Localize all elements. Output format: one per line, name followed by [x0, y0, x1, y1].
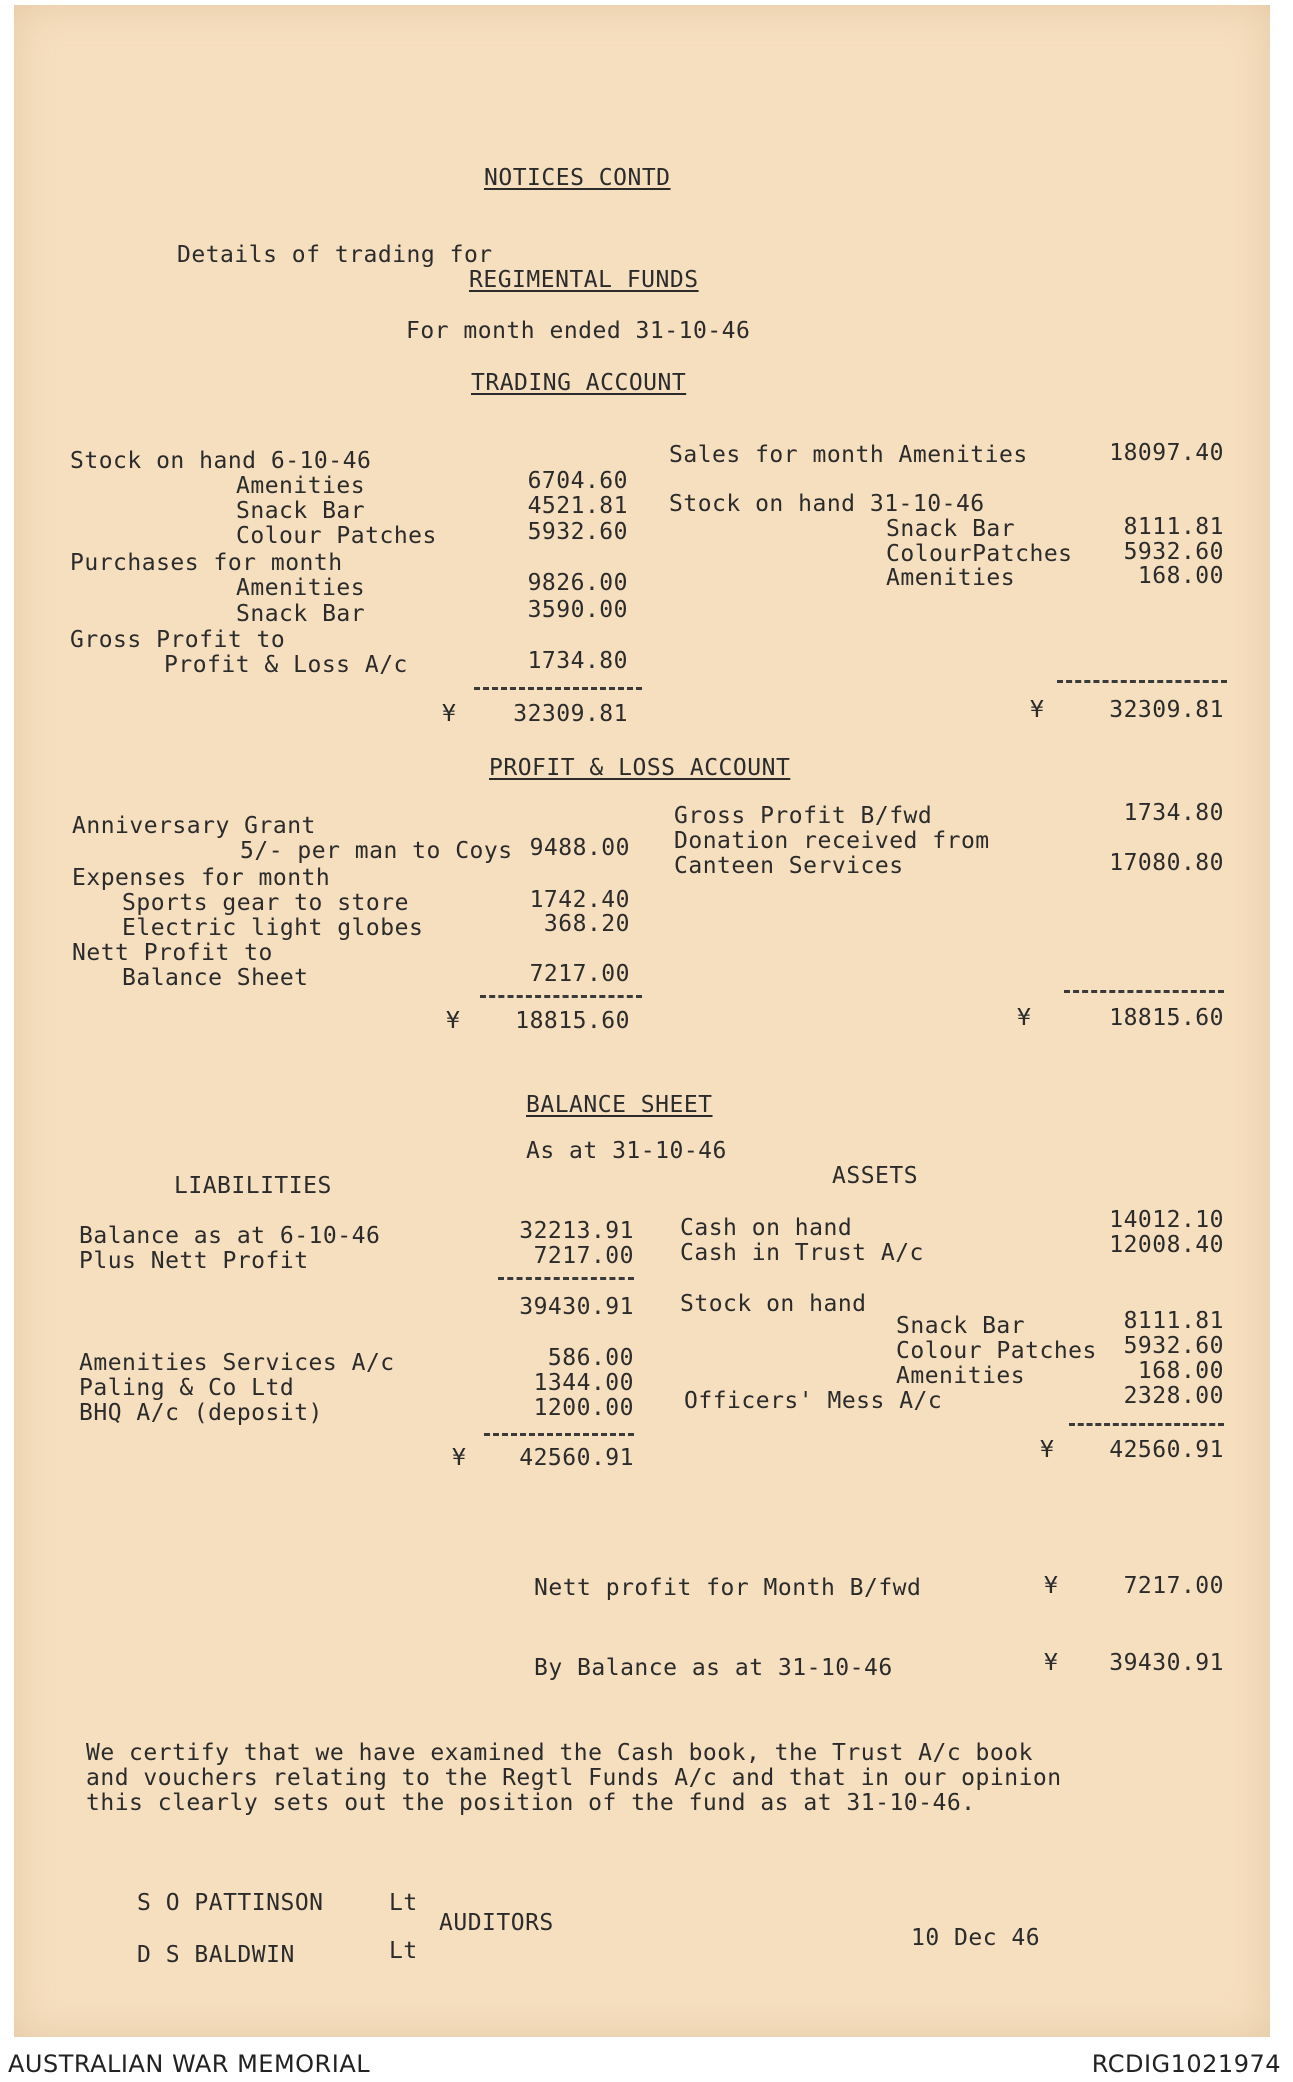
assets-total: 42560.91: [1109, 1437, 1224, 1463]
trading-left-total: 32309.81: [513, 701, 628, 727]
divider: [1057, 680, 1227, 683]
liability-value: 586.00: [547, 1345, 634, 1371]
liability-value: 1344.00: [533, 1370, 634, 1396]
asset-value: 8111.81: [1123, 1308, 1224, 1334]
auditor-name: S O PATTINSON: [137, 1890, 324, 1916]
liability-label: Paling & Co Ltd: [79, 1375, 295, 1401]
liabilities-total: 42560.91: [519, 1445, 634, 1471]
currency-symbol: ¥: [1044, 1650, 1059, 1676]
liability-label: Balance as at 6-10-46: [79, 1223, 381, 1249]
pl-gross-value: 1734.80: [1123, 800, 1224, 826]
signature-date: 10 Dec 46: [911, 1925, 1041, 1951]
trading-closing-stock-item: Amenities: [886, 565, 1016, 591]
notices-heading: NOTICES CONTD: [484, 165, 671, 191]
asset-value: 168.00: [1137, 1358, 1224, 1384]
divider: [498, 1277, 634, 1280]
asset-value: 5932.60: [1123, 1333, 1224, 1359]
trading-sales-value: 18097.40: [1109, 440, 1224, 466]
trading-closing-stock-value: 8111.81: [1123, 514, 1224, 540]
trading-closing-stock-item: ColourPatches: [886, 541, 1073, 567]
auditors-label: AUDITORS: [439, 1910, 554, 1936]
pl-donation-label: Canteen Services: [674, 853, 904, 879]
auditor-rank: Lt: [389, 1938, 418, 1964]
trading-stock-item: Colour Patches: [236, 523, 437, 549]
pl-right-total: 18815.60: [1109, 1005, 1224, 1031]
trading-stock-label: Stock on hand 6-10-46: [70, 448, 372, 474]
document-page: [14, 5, 1270, 2037]
pl-nett-label: Nett Profit to: [72, 940, 273, 966]
divider: [474, 687, 642, 690]
asset-label: Amenities: [896, 1363, 1026, 1389]
pl-nett-label: Balance Sheet: [122, 965, 309, 991]
trading-purchases-label: Purchases for month: [70, 550, 343, 576]
pl-expense-item: Sports gear to store: [122, 890, 409, 916]
trading-purchase-item: Amenities: [236, 575, 366, 601]
summary-balance-value: 39430.91: [1109, 1650, 1224, 1676]
pl-grant-sub: 5/- per man to Coys: [240, 838, 513, 864]
trading-closing-stock-label: Stock on hand 31-10-46: [669, 491, 985, 517]
asset-stock-label: Stock on hand: [680, 1291, 867, 1317]
currency-symbol: ¥: [1017, 1005, 1032, 1031]
month-line: For month ended 31-10-46: [406, 318, 751, 344]
trading-purchase-value: 9826.00: [527, 570, 628, 596]
auditor-rank: Lt: [389, 1890, 418, 1916]
trading-gross-label: Gross Profit to: [70, 627, 286, 653]
liability-subtotal: 39430.91: [519, 1294, 634, 1320]
pl-donation-label: Donation received from: [674, 828, 990, 854]
asset-label: Snack Bar: [896, 1313, 1026, 1339]
asset-value: 14012.10: [1109, 1207, 1224, 1233]
fund-name: REGIMENTAL FUNDS: [469, 267, 699, 293]
assets-heading: ASSETS: [832, 1163, 919, 1189]
auditor-name: D S BALDWIN: [137, 1942, 295, 1968]
pl-expenses-label: Expenses for month: [72, 865, 331, 891]
trading-sales-label: Sales for month Amenities: [669, 442, 1028, 468]
liability-value: 7217.00: [533, 1243, 634, 1269]
trading-closing-stock-value: 168.00: [1137, 563, 1224, 589]
currency-symbol: ¥: [1040, 1437, 1055, 1463]
pl-expense-value: 1742.40: [529, 887, 630, 913]
asset-label: Officers' Mess A/c: [684, 1388, 943, 1414]
details-line: Details of trading for: [177, 242, 493, 268]
trading-gross-value: 1734.80: [527, 648, 628, 674]
divider: [480, 995, 642, 998]
trading-stock-item: Amenities: [236, 473, 366, 499]
summary-nett-value: 7217.00: [1123, 1573, 1224, 1599]
summary-nett-label: Nett profit for Month B/fwd: [534, 1575, 922, 1601]
trading-account-title: TRADING ACCOUNT: [471, 370, 687, 396]
pl-left-total: 18815.60: [515, 1008, 630, 1034]
trading-gross-label: Profit & Loss A/c: [164, 652, 408, 678]
currency-symbol: ¥: [442, 701, 457, 727]
trading-purchase-value: 3590.00: [527, 597, 628, 623]
divider: [1069, 1423, 1224, 1426]
asset-label: Cash in Trust A/c: [680, 1240, 924, 1266]
pl-donation-value: 17080.80: [1109, 850, 1224, 876]
footer-institution: AUSTRALIAN WAR MEMORIAL: [8, 2050, 371, 2078]
asset-label: Colour Patches: [896, 1338, 1097, 1364]
asset-value: 2328.00: [1123, 1383, 1224, 1409]
trading-stock-value: 5932.60: [527, 519, 628, 545]
asset-label: Cash on hand: [680, 1215, 853, 1241]
pl-grant-value: 9488.00: [529, 835, 630, 861]
trading-stock-value: 6704.60: [527, 468, 628, 494]
certification-line: and vouchers relating to the Regtl Funds A/c and that in our opinion: [86, 1765, 1062, 1791]
trading-closing-stock-item: Snack Bar: [886, 516, 1016, 542]
currency-symbol: ¥: [446, 1008, 461, 1034]
asset-value: 12008.40: [1109, 1232, 1224, 1258]
pl-grant-label: Anniversary Grant: [72, 813, 316, 839]
liabilities-heading: LIABILITIES: [174, 1173, 332, 1199]
currency-symbol: ¥: [1044, 1573, 1059, 1599]
currency-symbol: ¥: [1030, 697, 1045, 723]
trading-right-total: 32309.81: [1109, 697, 1224, 723]
certification-line: We certify that we have examined the Cash book, the Trust A/c book: [86, 1740, 1033, 1766]
certification-line: this clearly sets out the position of the fund as at 31-10-46.: [86, 1790, 976, 1816]
pl-nett-value: 7217.00: [529, 961, 630, 987]
trading-stock-item: Snack Bar: [236, 498, 366, 524]
liability-label: BHQ A/c (deposit): [79, 1400, 323, 1426]
balance-sheet-title: BALANCE SHEET: [526, 1092, 713, 1118]
liability-label: Plus Nett Profit: [79, 1248, 309, 1274]
trading-closing-stock-value: 5932.60: [1123, 539, 1224, 565]
divider: [484, 1433, 634, 1436]
liability-label: Amenities Services A/c: [79, 1350, 395, 1376]
trading-stock-value: 4521.81: [527, 493, 628, 519]
currency-symbol: ¥: [452, 1445, 467, 1471]
balance-as-at: As at 31-10-46: [526, 1138, 727, 1164]
footer-record-id: RCDIG1021974: [1091, 2050, 1281, 2078]
liability-value: 32213.91: [519, 1218, 634, 1244]
liability-value: 1200.00: [533, 1395, 634, 1421]
pl-expense-item: Electric light globes: [122, 915, 424, 941]
pl-expense-value: 368.20: [543, 911, 630, 937]
pl-account-title: PROFIT & LOSS ACCOUNT: [489, 755, 791, 781]
trading-purchase-item: Snack Bar: [236, 601, 366, 627]
summary-balance-label: By Balance as at 31-10-46: [534, 1655, 893, 1681]
pl-gross-label: Gross Profit B/fwd: [674, 803, 933, 829]
divider: [1064, 990, 1224, 993]
